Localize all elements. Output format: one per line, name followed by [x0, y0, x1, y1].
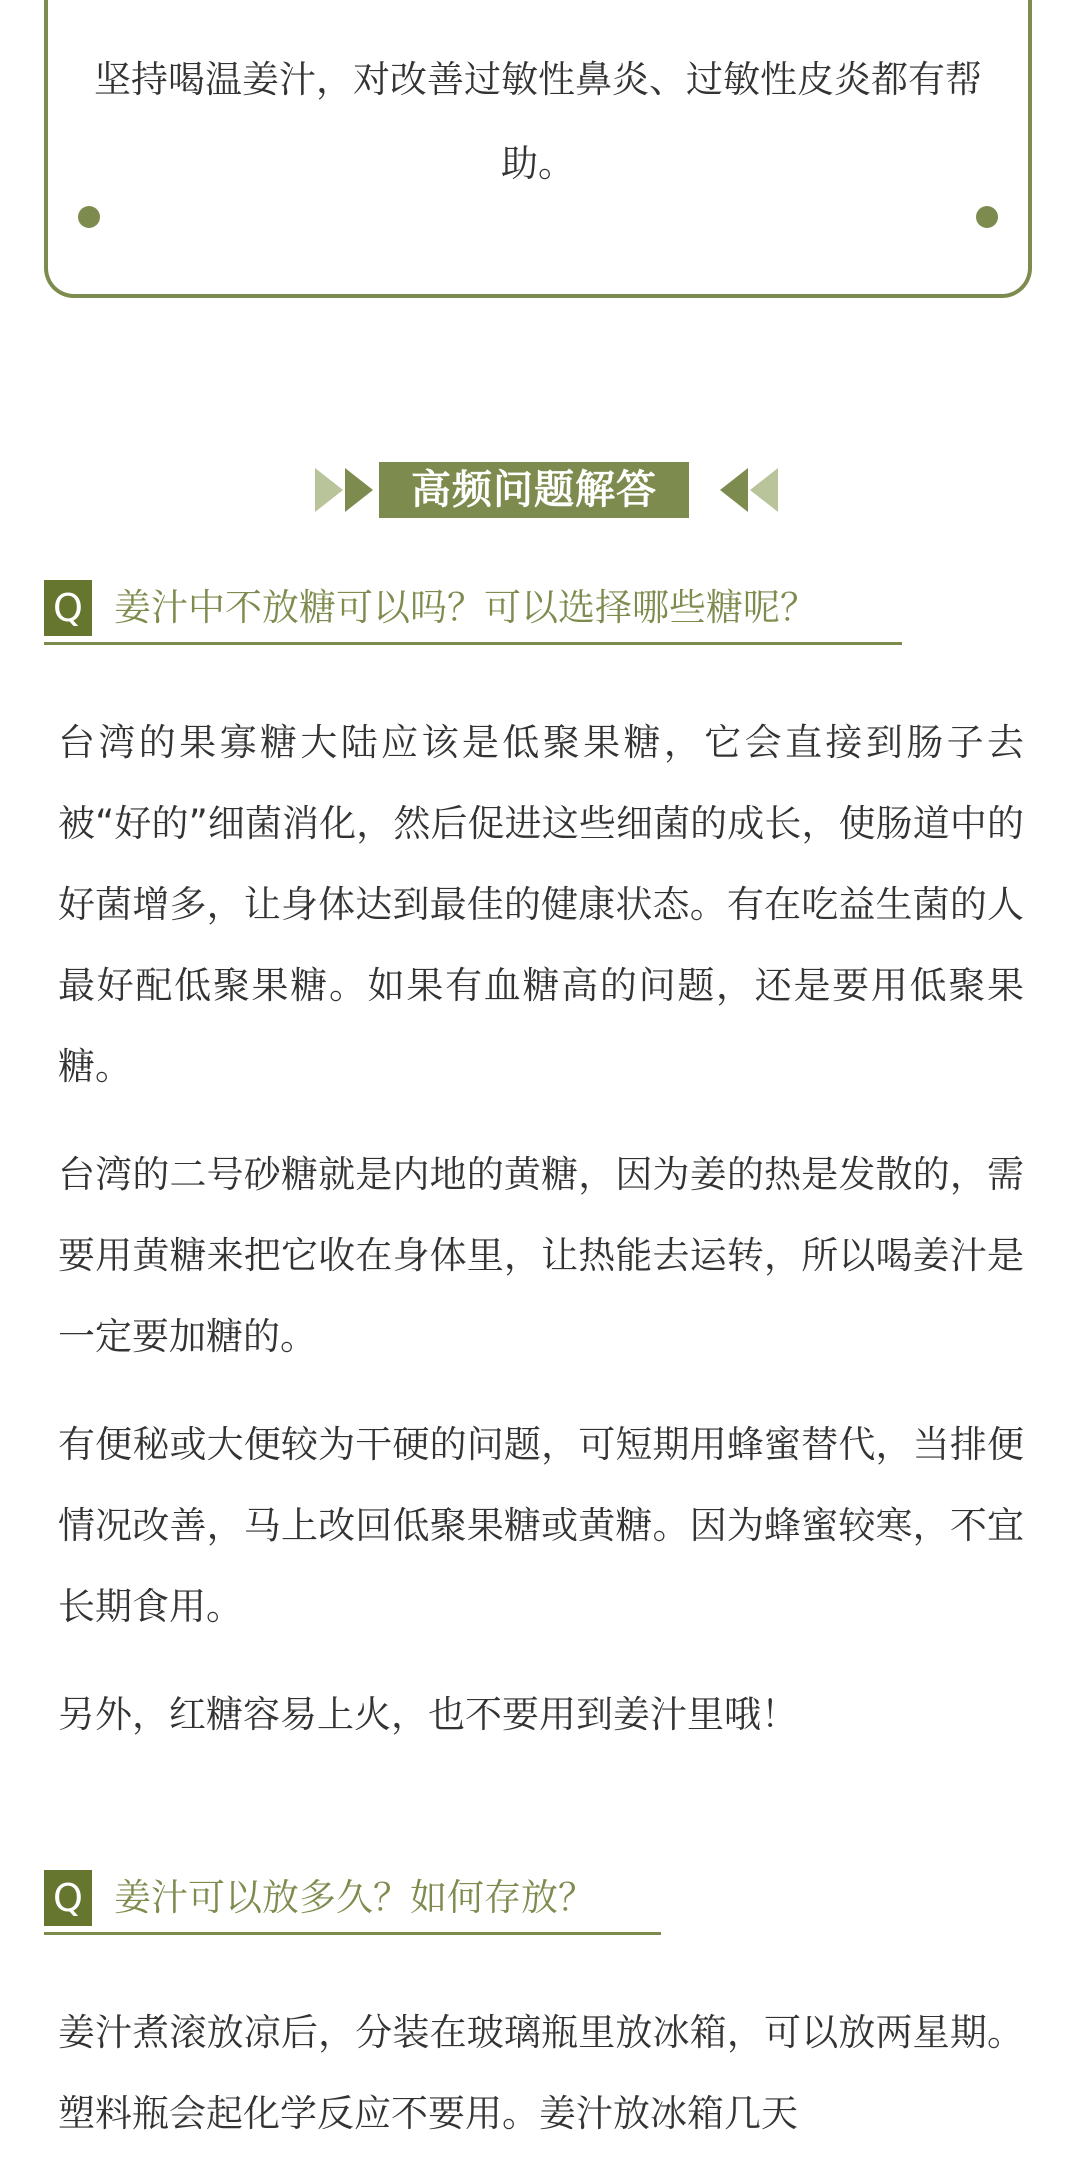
section-header [0, 462, 1080, 518]
question-title: 姜汁可以放多久？如何存放？ [114, 1876, 595, 1919]
tip-card [44, 0, 1032, 298]
answer-paragraph: 有便秘或大便较为干硬的问题，可短期用蜂蜜替代，当排便情况改善，马上改回低聚果糖或黄糖。因为蜂蜜较寒，不宜长期食用。 [58, 1423, 1024, 1628]
tip-dot-left [78, 206, 100, 228]
question-title: 姜汁中不放糖可以吗？可以选择哪些糖呢？ [114, 586, 817, 629]
question-heading-2 [44, 1870, 664, 1932]
tip-dot-right [976, 206, 998, 228]
double-arrow-left-icon [708, 466, 778, 514]
q-badge: Q [44, 1870, 92, 1926]
double-arrow-right-icon [315, 466, 385, 514]
answer-paragraph: 台湾的果寡糖大陆应该是低聚果糖，它会直接到肠子去被“好的”细菌消化，然后促进这些细菌的成长，使肠道中的好菌增多，让身体达到最佳的健康状态。有在吃益生菌的人最好配低聚果糖。如果有血糖高的问题，还是要用低聚果糖。 [58, 721, 1024, 1088]
answer-paragraph: 另外，红糖容易上火，也不要用到姜汁里哦！ [58, 1693, 798, 1736]
answer-paragraph: 台湾的二号砂糖就是内地的黄糖，因为姜的热是发散的，需要用黄糖来把它收在身体里，让热能去运转，所以喝姜汁是一定要加糖的。 [58, 1153, 1024, 1358]
q-badge: Q [44, 580, 92, 636]
question-heading-1 [44, 580, 904, 642]
question-underline [44, 1932, 661, 1935]
answer-paragraph: 姜汁煮滚放凉后，分装在玻璃瓶里放冰箱，可以放两星期。塑料瓶会起化学反应不要用。姜汁放冰箱几天 [58, 2011, 1024, 2135]
section-title: 高频问题解答 [379, 462, 689, 518]
tip-text: 坚持喝温姜汁，对改善过敏性鼻炎、过敏性皮炎都有帮助。 [94, 58, 982, 185]
question-underline [44, 642, 902, 645]
